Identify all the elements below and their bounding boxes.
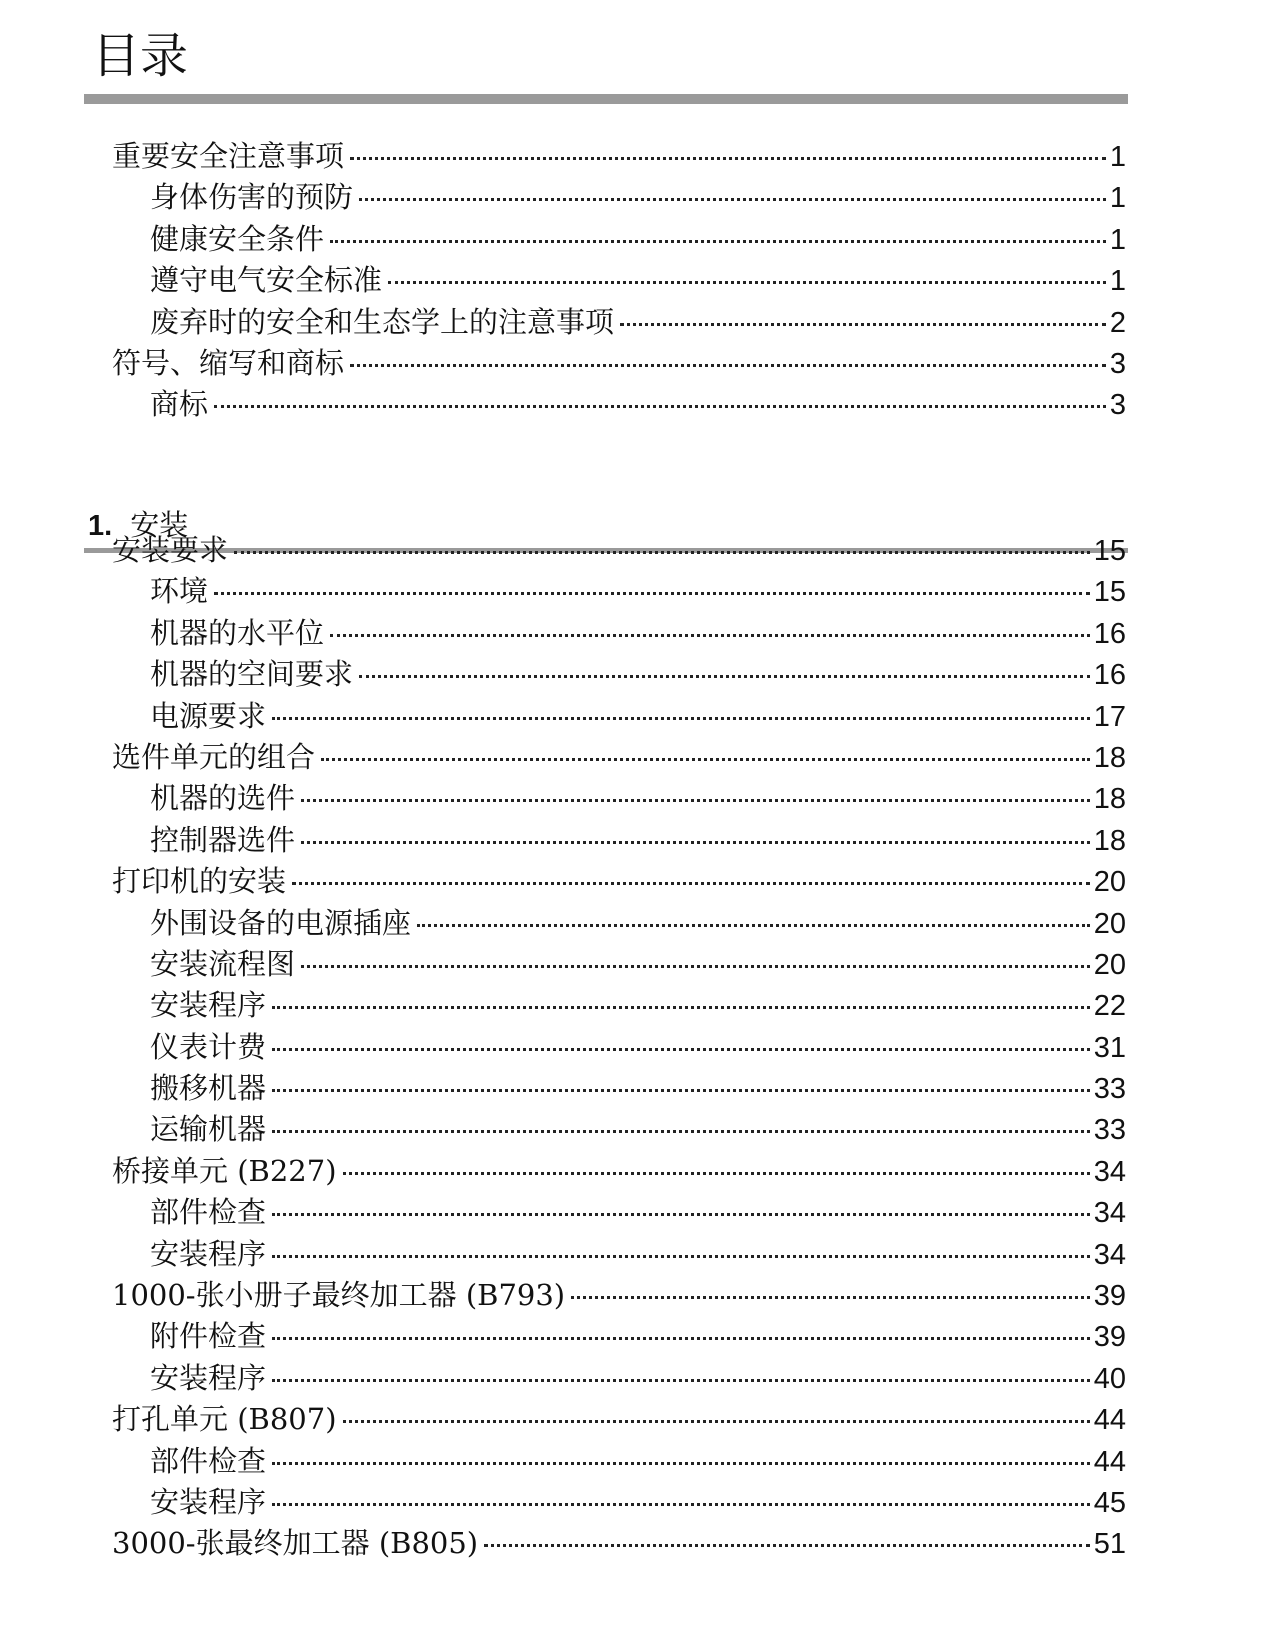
- dot-leader: [272, 1130, 1090, 1133]
- toc-subentry[interactable]: [112, 985, 1128, 1026]
- toc-entry[interactable]: [112, 737, 1128, 778]
- chapter-title: 安装: [130, 508, 189, 542]
- toc-entry[interactable]: [112, 530, 1128, 571]
- toc-entry-label: 安装程序: [150, 1360, 267, 1395]
- toc-subentry[interactable]: [112, 1482, 1128, 1523]
- toc-entry-label: 搬移机器: [150, 1071, 267, 1106]
- toc-page-number: 39: [1093, 1280, 1126, 1313]
- toc-entry[interactable]: [112, 136, 1128, 177]
- dot-leader: [343, 1172, 1090, 1175]
- title-divider: [84, 94, 1128, 104]
- toc-entry-label: 机器的水平位: [150, 615, 325, 650]
- dot-leader: [272, 717, 1090, 720]
- toc-page-number: 16: [1093, 617, 1126, 650]
- toc-subentry[interactable]: [112, 384, 1128, 425]
- dot-leader: [484, 1544, 1090, 1547]
- toc-page-number: 45: [1093, 1486, 1126, 1519]
- toc-subentry[interactable]: [112, 1358, 1128, 1399]
- toc-page-number: 1: [1109, 223, 1126, 256]
- dot-leader: [272, 1213, 1090, 1216]
- toc-subentry[interactable]: [112, 302, 1128, 343]
- dot-leader: [272, 1337, 1090, 1340]
- toc-subentry[interactable]: [112, 1109, 1128, 1150]
- toc-subentry[interactable]: [112, 903, 1128, 944]
- toc-page-number: 20: [1093, 866, 1126, 899]
- toc-page-number: 34: [1093, 1197, 1126, 1230]
- toc-entry-label: 安装流程图: [150, 946, 296, 981]
- toc-page-number: 34: [1093, 1238, 1126, 1271]
- toc-page-number: 51: [1093, 1528, 1126, 1561]
- toc-page-number: 34: [1093, 1155, 1126, 1188]
- toc-page-number: 3: [1109, 389, 1126, 422]
- toc-page-number: 1: [1109, 182, 1126, 215]
- dot-leader: [388, 281, 1106, 284]
- toc-entry-label: 桥接单元 (B227): [112, 1153, 337, 1188]
- toc-entry-label: 外围设备的电源插座: [150, 905, 412, 940]
- toc-entry[interactable]: [112, 1399, 1128, 1440]
- toc-page-number: 17: [1093, 700, 1126, 733]
- chapter-toc-list: [112, 530, 1128, 1565]
- toc-subentry[interactable]: [112, 820, 1128, 861]
- dot-leader: [350, 364, 1106, 367]
- toc-subentry[interactable]: [112, 778, 1128, 819]
- dot-leader: [272, 1503, 1090, 1506]
- toc-entry-label: 安装程序: [150, 1484, 267, 1519]
- dot-leader: [272, 1048, 1090, 1051]
- toc-entry-label: 机器的选件: [150, 781, 296, 816]
- toc-entry-label: 选件单元的组合: [112, 739, 316, 774]
- toc-page-number: 1: [1109, 141, 1126, 173]
- toc-page-number: 31: [1093, 1031, 1126, 1064]
- toc-subentry[interactable]: [112, 613, 1128, 654]
- toc-entry-label: 部件检查: [150, 1443, 267, 1478]
- dot-leader: [330, 634, 1090, 637]
- toc-subentry[interactable]: [112, 1441, 1128, 1482]
- toc-entry-label: 遵守电气安全标准: [150, 263, 383, 298]
- dot-leader: [301, 841, 1090, 844]
- toc-page-number: 44: [1093, 1404, 1126, 1437]
- toc-subentry[interactable]: [112, 1234, 1128, 1275]
- dot-leader: [214, 592, 1090, 595]
- toc-page-number: 44: [1093, 1445, 1126, 1478]
- dot-leader: [350, 157, 1106, 160]
- toc-subentry[interactable]: [112, 1027, 1128, 1068]
- toc-page-number: 33: [1093, 1114, 1126, 1147]
- toc-page-number: 3: [1109, 347, 1126, 380]
- toc-entry[interactable]: [112, 1151, 1128, 1192]
- toc-page-number: 16: [1093, 659, 1126, 692]
- toc-subentry[interactable]: [112, 654, 1128, 695]
- page-title: 目录: [92, 28, 189, 84]
- dot-leader: [292, 882, 1090, 885]
- toc-page-number: 20: [1093, 907, 1126, 940]
- toc-entry-label: 仪表计费: [150, 1029, 267, 1064]
- toc-entry-label: 运输机器: [150, 1112, 267, 1147]
- toc-page-number: 40: [1093, 1362, 1126, 1395]
- toc-entry-label: 附件检查: [150, 1319, 267, 1354]
- toc-entry-label: 安装要求: [112, 533, 229, 567]
- toc-page-number: 18: [1093, 783, 1126, 816]
- toc-entry-label: 废弃时的安全和生态学上的注意事项: [150, 304, 615, 339]
- dot-leader: [301, 965, 1090, 968]
- toc-entry-label: 打孔单元 (B807): [112, 1402, 337, 1437]
- toc-entry[interactable]: [112, 1523, 1128, 1564]
- toc-page-number: 39: [1093, 1321, 1126, 1354]
- chapter-number: 1.: [88, 510, 113, 542]
- toc-subentry[interactable]: [112, 696, 1128, 737]
- dot-leader: [234, 551, 1090, 554]
- toc-subentry[interactable]: [112, 944, 1128, 985]
- toc-entry-label: 电源要求: [150, 698, 267, 733]
- toc-entry[interactable]: [112, 343, 1128, 384]
- toc-page-number: 22: [1093, 990, 1126, 1023]
- toc-entry-label: 环境: [150, 574, 209, 609]
- dot-leader: [272, 1462, 1090, 1465]
- toc-subentry[interactable]: [112, 571, 1128, 612]
- toc-entry-label: 部件检查: [150, 1195, 267, 1230]
- toc-entry-label: 身体伤害的预防: [150, 180, 354, 215]
- dot-leader: [571, 1296, 1090, 1299]
- toc-page-number: 33: [1093, 1073, 1126, 1106]
- dot-leader: [321, 758, 1090, 761]
- toc-page-number: 2: [1109, 306, 1126, 339]
- dot-leader: [330, 240, 1106, 243]
- dot-leader: [620, 323, 1106, 326]
- dot-leader: [272, 1255, 1090, 1258]
- toc-subentry[interactable]: [112, 260, 1128, 301]
- toc-entry-label: 安装程序: [150, 988, 267, 1023]
- toc-page-number: 18: [1093, 741, 1126, 774]
- toc-subentry[interactable]: [112, 1192, 1128, 1233]
- toc-subentry[interactable]: [112, 1316, 1128, 1357]
- toc-entry[interactable]: [112, 1275, 1128, 1316]
- dot-leader: [343, 1420, 1090, 1423]
- preface-toc-list: [112, 136, 1128, 426]
- toc-entry-label: 商标: [150, 387, 209, 422]
- toc-page-number: 20: [1093, 948, 1126, 981]
- toc-entry-label: 重要安全注意事项: [112, 139, 345, 173]
- dot-leader: [214, 405, 1106, 408]
- toc-entry[interactable]: [112, 861, 1128, 902]
- toc-entry-label: 符号、缩写和商标: [112, 345, 345, 380]
- toc-entry-label: 安装程序: [150, 1236, 267, 1271]
- toc-entry-label: 1000-张小册子最终加工器 (B793): [112, 1278, 566, 1313]
- toc-entry-label: 健康安全条件: [150, 221, 325, 256]
- toc-page-number: 18: [1093, 824, 1126, 857]
- toc-subentry[interactable]: [112, 177, 1128, 218]
- dot-leader: [359, 198, 1106, 201]
- dot-leader: [272, 1006, 1090, 1009]
- dot-leader: [272, 1089, 1090, 1092]
- toc-page-number: 15: [1093, 576, 1126, 609]
- toc-entry-label: 3000-张最终加工器 (B805): [112, 1526, 479, 1561]
- toc-subentry[interactable]: [112, 219, 1128, 260]
- toc-entry-label: 控制器选件: [150, 822, 296, 857]
- toc-entry-label: 机器的空间要求: [150, 657, 354, 692]
- dot-leader: [301, 799, 1090, 802]
- toc-subentry[interactable]: [112, 1068, 1128, 1109]
- dot-leader: [417, 924, 1090, 927]
- toc-entry-label: 打印机的安装: [112, 864, 287, 899]
- dot-leader: [272, 1379, 1090, 1382]
- toc-page-number: 1: [1109, 265, 1126, 298]
- dot-leader: [359, 675, 1090, 678]
- toc-page-number: 15: [1093, 535, 1126, 567]
